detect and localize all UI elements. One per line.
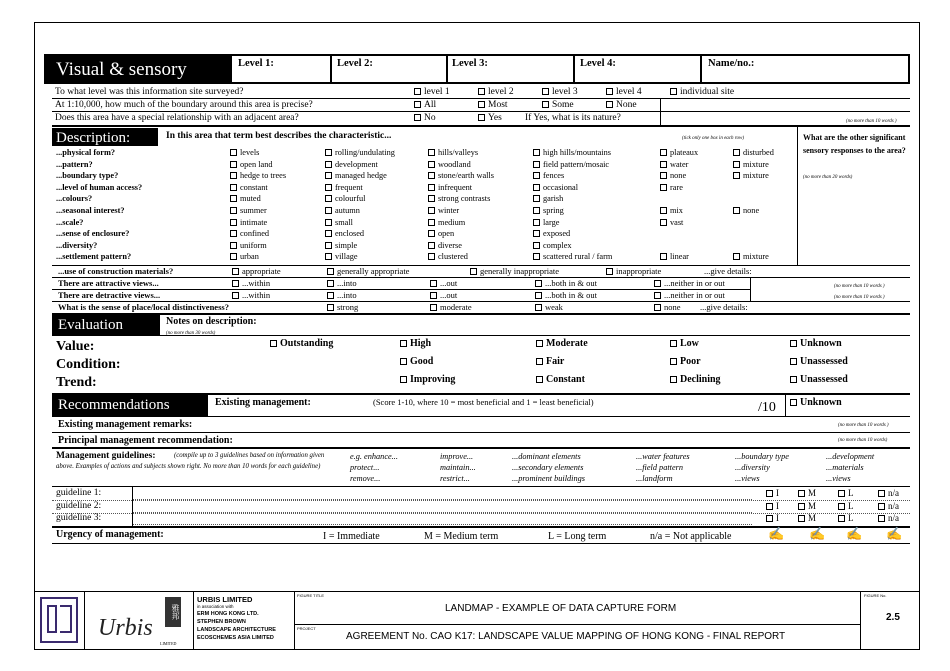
- description-option[interactable]: uniform: [230, 241, 267, 251]
- checkbox-icon[interactable]: [733, 161, 740, 168]
- figure-no: 2.5: [886, 612, 900, 623]
- views-detractive-opt4[interactable]: ...both in & out: [535, 290, 597, 301]
- guideline-example: ...views: [735, 474, 760, 483]
- tick-icon-2: ✍: [809, 526, 826, 541]
- checkbox-icon[interactable]: [766, 490, 773, 497]
- guideline-label: guideline 2:: [56, 500, 102, 511]
- guideline-example: ...boundary type: [735, 452, 789, 461]
- description-option[interactable]: muted: [230, 194, 261, 204]
- place-opt1[interactable]: strong: [327, 302, 358, 313]
- checkbox-icon[interactable]: [428, 161, 435, 168]
- checkbox-icon[interactable]: [533, 207, 540, 214]
- checkbox-icon[interactable]: [878, 490, 885, 497]
- checkbox-icon[interactable]: [325, 219, 332, 226]
- guideline-example: ...field pattern: [636, 463, 684, 472]
- company-logo-script: Urbis: [98, 615, 153, 641]
- checkbox-icon[interactable]: [536, 376, 543, 383]
- survey-q3-note: (no more than 10 words ): [846, 119, 897, 124]
- checkbox-icon[interactable]: [798, 503, 805, 510]
- description-row-label: ...pattern?: [56, 159, 93, 169]
- description-option[interactable]: large: [533, 218, 559, 228]
- checkbox-icon[interactable]: [660, 184, 667, 191]
- survey-q1-opt3[interactable]: level 3: [542, 87, 578, 98]
- description-option[interactable]: constant: [230, 183, 268, 193]
- checkbox-icon[interactable]: [428, 149, 435, 156]
- description-option[interactable]: development: [325, 160, 378, 170]
- existing-management-label: Existing management:: [215, 397, 311, 408]
- checkbox-icon[interactable]: [400, 376, 407, 383]
- urgency-option[interactable]: n/a: [878, 488, 899, 499]
- checkbox-icon[interactable]: [230, 230, 237, 237]
- urgency-option[interactable]: n/a: [878, 513, 899, 524]
- views-attractive-opt1[interactable]: ...within: [232, 278, 270, 289]
- description-option[interactable]: linear: [660, 252, 689, 262]
- checkbox-icon[interactable]: [400, 358, 407, 365]
- urgency-option[interactable]: M: [798, 513, 816, 524]
- checkbox-icon[interactable]: [733, 207, 740, 214]
- company-assoc-2: STEPHEN BROWN: [197, 619, 246, 625]
- evaluation-row-label: Condition:: [56, 357, 121, 372]
- checkbox-icon[interactable]: [533, 230, 540, 237]
- description-option[interactable]: managed hedge: [325, 171, 387, 181]
- checkbox-icon[interactable]: [670, 340, 677, 347]
- guidelines-note: (compile up to 3 guidelines based on information given above. Examples of actions and subjects shown right. No more than 10 words for each guideline): [56, 452, 325, 470]
- urgency-option[interactable]: n/a: [878, 501, 899, 512]
- survey-q2-opt1[interactable]: All: [414, 100, 436, 111]
- survey-q2-opt2[interactable]: Most: [478, 100, 508, 111]
- description-tick-note: (tick only one box in each row): [682, 136, 745, 141]
- survey-q1-opt5[interactable]: individual site: [670, 87, 734, 98]
- description-option[interactable]: high hills/mountains: [533, 148, 611, 158]
- survey-q2-opt4[interactable]: None: [606, 100, 637, 111]
- description-row-label: ...physical form?: [56, 148, 115, 157]
- description-option[interactable]: urban: [230, 252, 259, 262]
- survey-q1-opt2[interactable]: level 2: [478, 87, 514, 98]
- description-option[interactable]: field pattern/mosaic: [533, 160, 609, 170]
- checkbox-icon[interactable]: [660, 161, 667, 168]
- description-option[interactable]: exposed: [533, 229, 570, 239]
- description-option[interactable]: infrequent: [428, 183, 472, 193]
- description-side-heading: What are the other significant sensory responses to the area?: [803, 133, 906, 155]
- survey-q1: To what level was this information site surveyed?: [55, 87, 244, 97]
- description-option[interactable]: frequent: [325, 183, 363, 193]
- company-assoc-0: in association with: [197, 604, 234, 609]
- figure-title: LANDMAP - EXAMPLE OF DATA CAPTURE FORM: [445, 603, 677, 614]
- checkbox-icon[interactable]: [766, 515, 773, 522]
- checkbox-icon[interactable]: [230, 184, 237, 191]
- guideline-divider-vertical: [132, 486, 133, 526]
- materials-extra: ...give details:: [704, 266, 752, 276]
- evaluation-notes-sub: (no more than 30 words): [166, 331, 216, 336]
- urgency-option[interactable]: L: [838, 488, 854, 499]
- views-attractive-opt2[interactable]: ...into: [327, 278, 357, 289]
- guideline-input[interactable]: [132, 513, 752, 525]
- checkbox-icon[interactable]: [230, 149, 237, 156]
- views-attractive-opt4[interactable]: ...both in & out: [535, 278, 597, 289]
- description-row-label: ...scale?: [56, 217, 84, 227]
- checkbox-icon[interactable]: [733, 172, 740, 179]
- checkbox-icon[interactable]: [660, 172, 667, 179]
- views-detractive-opt2[interactable]: ...into: [327, 290, 357, 301]
- guideline-example: ...landform: [636, 474, 673, 483]
- views-attractive-label: There are attractive views...: [58, 278, 159, 288]
- description-option[interactable]: mixture: [733, 160, 769, 170]
- survey-q3-extra: If Yes, what is its nature?: [525, 113, 621, 123]
- guideline-label: guideline 3:: [56, 513, 102, 523]
- views-detractive-opt1[interactable]: ...within: [232, 290, 270, 301]
- tick-icon-1: ✍: [768, 526, 785, 541]
- principal-recommendation-note: (no more than 10 words): [838, 438, 888, 443]
- checkbox-icon[interactable]: [325, 161, 332, 168]
- checkbox-icon[interactable]: [838, 490, 845, 497]
- checkbox-icon[interactable]: [428, 230, 435, 237]
- level3-label: Level 3:: [452, 58, 488, 69]
- description-row-label: ...boundary type?: [56, 171, 119, 181]
- checkbox-icon[interactable]: [670, 358, 677, 365]
- chinese-seal: 雅邦: [165, 597, 181, 627]
- evaluation-option[interactable]: Declining: [670, 374, 721, 386]
- checkbox-icon[interactable]: [400, 340, 407, 347]
- section-title-evaluation: Evaluation: [58, 317, 123, 333]
- figure-title-label: FIGURE TITLE: [297, 593, 325, 598]
- checkbox-icon[interactable]: [230, 195, 237, 202]
- urgency-legend-medium: M = Medium term: [424, 531, 499, 542]
- place-label: What is the sense of place/local distinctiveness?: [58, 302, 229, 312]
- checkbox-icon[interactable]: [878, 503, 885, 510]
- checkbox-icon[interactable]: [536, 340, 543, 347]
- description-option[interactable]: garish: [533, 194, 563, 204]
- company-logo-mark: [40, 597, 78, 643]
- guideline-example: ...materials: [826, 463, 864, 472]
- checkbox-icon[interactable]: [533, 253, 540, 260]
- description-option[interactable]: plateaux: [660, 148, 698, 158]
- description-option[interactable]: colourful: [325, 194, 365, 204]
- guideline-example: ...diversity: [735, 463, 770, 472]
- level2-label: Level 2:: [337, 58, 373, 69]
- guideline-example: ...secondary elements: [512, 463, 584, 472]
- guideline-example: improve...: [440, 452, 474, 461]
- description-option[interactable]: occasional: [533, 183, 578, 193]
- evaluation-option[interactable]: Low: [670, 338, 699, 350]
- survey-q2-opt3[interactable]: Some: [542, 100, 574, 111]
- checkbox-icon[interactable]: [790, 376, 797, 383]
- guideline-example: restrict...: [440, 474, 470, 483]
- guidelines-label: Management guidelines:: [56, 451, 156, 461]
- views-detractive-label: There are detractive views...: [58, 290, 161, 300]
- description-option[interactable]: winter: [428, 206, 459, 216]
- description-option[interactable]: disturbed: [733, 148, 774, 158]
- checkbox-icon[interactable]: [325, 172, 332, 179]
- urgency-option[interactable]: I: [766, 513, 779, 524]
- checkbox-icon[interactable]: [798, 515, 805, 522]
- description-row-label: ...diversity?: [56, 240, 98, 250]
- description-option[interactable]: simple: [325, 241, 357, 251]
- views-detractive-opt5[interactable]: ...neither in or out: [654, 290, 725, 301]
- checkbox-icon[interactable]: [733, 149, 740, 156]
- guideline-input[interactable]: [132, 501, 752, 513]
- guideline-input[interactable]: [132, 488, 752, 500]
- evaluation-option[interactable]: Unassessed: [790, 374, 848, 386]
- checkbox-icon[interactable]: [533, 195, 540, 202]
- checkbox-icon[interactable]: [533, 184, 540, 191]
- checkbox-icon[interactable]: [536, 358, 543, 365]
- section-title-recommendations: Recommendations: [58, 397, 170, 413]
- place-opt4[interactable]: none: [654, 302, 681, 313]
- survey-q3-opt2[interactable]: Yes: [478, 113, 502, 124]
- checkbox-icon[interactable]: [428, 184, 435, 191]
- project-title: AGREEMENT No. CAO K17: LANDSCAPE VALUE MAPPING OF HONG KONG - FINAL REPORT: [346, 631, 786, 642]
- description-row-label: ...sense of enclosure?: [56, 229, 130, 239]
- description-option[interactable]: small: [325, 218, 353, 228]
- views-detractive-note: (no more than 10 words ): [834, 295, 885, 300]
- description-option[interactable]: village: [325, 252, 358, 262]
- checkbox-icon[interactable]: [533, 242, 540, 249]
- description-row-label: ...seasonal interest?: [56, 206, 125, 215]
- page-title: Visual & sensory: [56, 59, 187, 80]
- survey-q3-opt1[interactable]: No: [414, 113, 436, 124]
- score-note: (Score 1-10, where 10 = most beneficial and 1 = least beneficial): [373, 397, 594, 407]
- checkbox-icon[interactable]: [325, 230, 332, 237]
- urgency-label: Urgency of management:: [56, 529, 164, 540]
- guideline-label: guideline 1:: [56, 488, 102, 498]
- checkbox-icon[interactable]: [533, 172, 540, 179]
- evaluation-option[interactable]: Fair: [536, 356, 564, 368]
- evaluation-notes-label: Notes on description:: [166, 316, 257, 327]
- description-option[interactable]: strong contrasts: [428, 194, 490, 204]
- checkbox-icon[interactable]: [230, 172, 237, 179]
- company-name: URBIS LIMITED: [197, 595, 253, 604]
- urgency-option[interactable]: M: [798, 488, 816, 499]
- place-opt2[interactable]: moderate: [430, 302, 472, 313]
- name-no-label: Name/no.:: [708, 58, 755, 69]
- urgency-option[interactable]: M: [798, 501, 816, 512]
- description-option[interactable]: hedge to trees: [230, 171, 286, 181]
- company-logo-sub: LIMITED: [160, 641, 177, 646]
- materials-opt1[interactable]: appropriate: [232, 266, 281, 277]
- evaluation-option[interactable]: Constant: [536, 374, 585, 386]
- evaluation-option[interactable]: Poor: [670, 356, 701, 368]
- materials-label: ...use of construction materials?: [58, 266, 174, 276]
- checkbox-icon[interactable]: [428, 253, 435, 260]
- evaluation-option[interactable]: Improving: [400, 374, 455, 386]
- checkbox-icon[interactable]: [533, 161, 540, 168]
- checkbox-icon[interactable]: [325, 184, 332, 191]
- survey-q2: At 1:10,000, how much of the boundary around this area is precise?: [55, 100, 313, 110]
- checkbox-icon[interactable]: [533, 219, 540, 226]
- guideline-example: maintain...: [440, 463, 476, 472]
- checkbox-icon[interactable]: [790, 340, 797, 347]
- description-option[interactable]: open: [428, 229, 454, 239]
- checkbox-icon[interactable]: [325, 195, 332, 202]
- evaluation-option[interactable]: Outstanding: [270, 338, 333, 350]
- guideline-example: ...views: [826, 474, 851, 483]
- checkbox-icon[interactable]: [325, 207, 332, 214]
- description-option[interactable]: hills/valleys: [428, 148, 478, 158]
- materials-opt4[interactable]: inappropriate: [606, 266, 661, 277]
- principal-recommendation-label: Principal management recommendation:: [58, 435, 233, 446]
- description-option[interactable]: medium: [428, 218, 465, 228]
- evaluation-row-label: Value:: [56, 339, 95, 354]
- checkbox-icon[interactable]: [270, 340, 277, 347]
- description-option[interactable]: complex: [533, 241, 572, 251]
- checkbox-icon[interactable]: [660, 149, 667, 156]
- guideline-example: ...dominant elements: [512, 452, 581, 461]
- existing-remarks-label: Existing management remarks:: [58, 419, 193, 430]
- level4-label: Level 4:: [580, 58, 616, 69]
- materials-opt3[interactable]: generally inappropriate: [470, 266, 559, 277]
- guideline-example: ...development: [826, 452, 875, 461]
- materials-opt2[interactable]: generally appropriate: [327, 266, 409, 277]
- guideline-example: remove...: [350, 474, 381, 483]
- evaluation-row-label: Trend:: [56, 375, 97, 390]
- description-option[interactable]: enclosed: [325, 229, 364, 239]
- place-opt3[interactable]: weak: [535, 302, 563, 313]
- checkbox-icon[interactable]: [790, 358, 797, 365]
- description-option[interactable]: diverse: [428, 241, 462, 251]
- description-prompt: In this area that term best describes the characteristic...: [166, 131, 392, 141]
- checkbox-icon[interactable]: [660, 207, 667, 214]
- description-row-label: ...settlement pattern?: [56, 252, 132, 262]
- description-option[interactable]: levels: [230, 148, 259, 158]
- description-option[interactable]: clustered: [428, 252, 468, 262]
- checkbox-icon[interactable]: [733, 253, 740, 260]
- description-option[interactable]: spring: [533, 206, 564, 216]
- checkbox-icon[interactable]: [838, 515, 845, 522]
- checkbox-icon[interactable]: [838, 503, 845, 510]
- checkbox-icon[interactable]: [325, 242, 332, 249]
- tick-icon-4: ✍: [886, 526, 903, 541]
- checkbox-icon[interactable]: [325, 253, 332, 260]
- urgency-option[interactable]: I: [766, 501, 779, 512]
- description-option[interactable]: mixture: [733, 252, 769, 262]
- description-option[interactable]: scattered rural / farm: [533, 252, 612, 262]
- figure-no-label: FIGURE No.: [864, 593, 887, 598]
- guideline-example: ...prominent buildings: [512, 474, 585, 483]
- views-attractive-opt5[interactable]: ...neither in or out: [654, 278, 725, 289]
- description-option[interactable]: mix: [660, 206, 683, 216]
- urgency-option[interactable]: L: [838, 513, 854, 524]
- description-option[interactable]: none: [733, 206, 759, 216]
- description-option[interactable]: open land: [230, 160, 273, 170]
- description-option[interactable]: woodland: [428, 160, 471, 170]
- checkbox-icon[interactable]: [230, 161, 237, 168]
- urgency-option[interactable]: I: [766, 488, 779, 499]
- company-assoc-1: ERM HONG KONG LTD.: [197, 611, 259, 617]
- urgency-legend-long: L = Long term: [548, 531, 607, 542]
- level1-label: Level 1:: [238, 58, 274, 69]
- survey-q1-opt4[interactable]: level 4: [606, 87, 642, 98]
- evaluation-option[interactable]: Moderate: [536, 338, 588, 350]
- company-assoc-3: LANDSCAPE ARCHITECTURE: [197, 627, 276, 633]
- evaluation-option[interactable]: Unassessed: [790, 356, 848, 368]
- checkbox-icon[interactable]: [428, 207, 435, 214]
- description-option[interactable]: water: [660, 160, 688, 170]
- score-field[interactable]: /10: [758, 400, 776, 415]
- views-detractive-opt3[interactable]: ...out: [430, 290, 457, 301]
- score-unknown-option[interactable]: Unknown: [790, 397, 842, 408]
- description-option[interactable]: mixture: [733, 171, 769, 181]
- company-assoc-4: ECOSCHEMES ASIA LIMITED: [197, 635, 274, 641]
- existing-remarks-note: (no more than 10 words ): [838, 423, 889, 428]
- description-option[interactable]: vast: [660, 218, 683, 228]
- description-option[interactable]: rolling/undulating: [325, 148, 395, 158]
- description-option[interactable]: rare: [660, 183, 683, 193]
- checkbox-icon[interactable]: [230, 219, 237, 226]
- project-label: PROJECT: [297, 626, 316, 631]
- urgency-option[interactable]: L: [838, 501, 854, 512]
- description-option[interactable]: autumn: [325, 206, 360, 216]
- description-row-label: ...level of human access?: [56, 182, 143, 192]
- description-option[interactable]: none: [660, 171, 686, 181]
- description-option[interactable]: stone/earth walls: [428, 171, 494, 181]
- evaluation-option[interactable]: High: [400, 338, 431, 350]
- guideline-example: e.g. enhance...: [350, 452, 398, 461]
- place-extra: ...give details:: [700, 302, 748, 312]
- description-option[interactable]: confined: [230, 229, 269, 239]
- checkbox-icon[interactable]: [325, 149, 332, 156]
- guideline-example: ...water features: [636, 452, 690, 461]
- guideline-example: protect...: [350, 463, 380, 472]
- views-attractive-opt3[interactable]: ...out: [430, 278, 457, 289]
- urgency-legend-na: n/a = Not applicable: [650, 531, 732, 542]
- evaluation-option[interactable]: Good: [400, 356, 433, 368]
- checkbox-icon[interactable]: [766, 503, 773, 510]
- checkbox-icon[interactable]: [230, 253, 237, 260]
- urgency-legend-immediate: I = Immediate: [323, 531, 380, 542]
- checkbox-icon[interactable]: [660, 219, 667, 226]
- tick-icon-3: ✍: [846, 526, 863, 541]
- description-option[interactable]: intimate: [230, 218, 267, 228]
- checkbox-icon[interactable]: [428, 195, 435, 202]
- checkbox-icon[interactable]: [428, 172, 435, 179]
- description-option[interactable]: fences: [533, 171, 564, 181]
- survey-q3: Does this area have a special relationship with an adjacent area?: [55, 113, 299, 123]
- checkbox-icon[interactable]: [428, 242, 435, 249]
- checkbox-icon[interactable]: [533, 149, 540, 156]
- description-side-note: (no more than 20 words): [803, 175, 853, 180]
- checkbox-icon[interactable]: [230, 207, 237, 214]
- checkbox-icon[interactable]: [660, 253, 667, 260]
- section-title-description: Description:: [56, 130, 131, 146]
- checkbox-icon[interactable]: [670, 376, 677, 383]
- evaluation-option[interactable]: Unknown: [790, 338, 842, 350]
- description-row-label: ...colours?: [56, 194, 93, 204]
- views-attractive-note: (no more than 10 words ): [834, 284, 885, 289]
- description-option[interactable]: summer: [230, 206, 267, 216]
- checkbox-icon[interactable]: [798, 490, 805, 497]
- checkbox-icon[interactable]: [428, 219, 435, 226]
- survey-q1-opt1[interactable]: level 1: [414, 87, 450, 98]
- checkbox-icon[interactable]: [230, 242, 237, 249]
- checkbox-icon[interactable]: [878, 515, 885, 522]
